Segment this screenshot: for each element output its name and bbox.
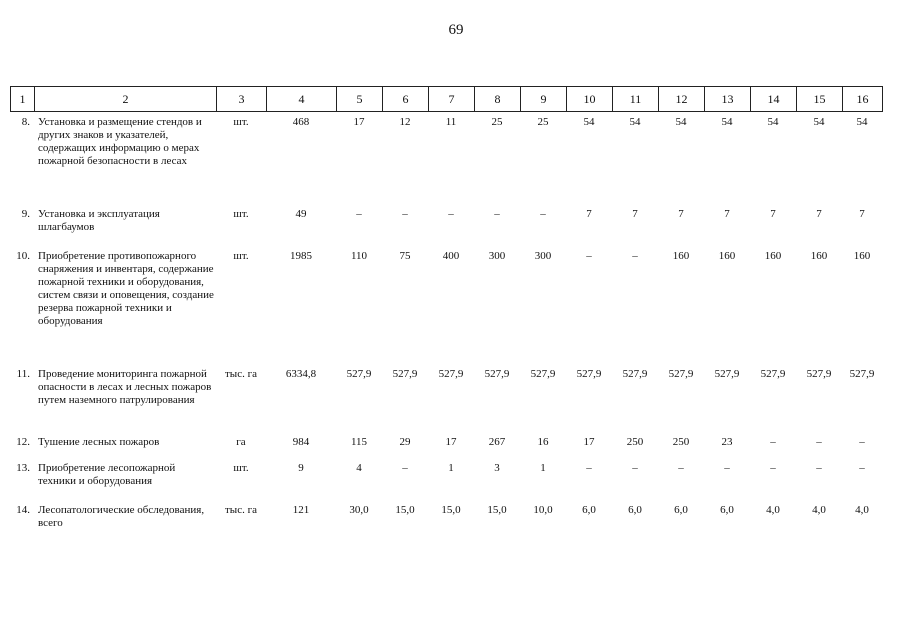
row-name: Приобретение противопожарного снаряжения и инвентаря, содержание пожарной техники и оборудования, систем связи и оповещения, создание резерва пожарной техники и оборудования — [38, 250, 214, 327]
cell-value: 110 — [350, 250, 368, 262]
row-name: Лесопатологические обследования, всего — [38, 504, 205, 529]
cell-value: 11 — [445, 116, 457, 128]
row-number: 12. — [16, 436, 30, 448]
cell-value: 15,0 — [441, 504, 461, 516]
table-row — [10, 112, 882, 204]
cell-value: 121 — [292, 504, 310, 516]
cell-value: 984 — [292, 436, 310, 448]
header-col-14: 14 — [751, 87, 797, 112]
row-unit: шт. — [233, 462, 249, 474]
cell-value: 527,9 — [438, 368, 464, 380]
cell-value: 527,9 — [760, 368, 786, 380]
row-number: 9. — [21, 208, 30, 220]
row-number: 14. — [16, 504, 30, 516]
cell-value: 54 — [675, 116, 687, 128]
cell-value: 54 — [856, 116, 868, 128]
cell-value: 7 — [678, 208, 684, 220]
table-row — [10, 246, 882, 364]
table-row — [10, 432, 882, 458]
table-row — [10, 364, 882, 432]
cell-value: – — [586, 462, 592, 474]
cell-value: 17 — [445, 436, 457, 448]
header-col-5: 5 — [337, 87, 383, 112]
cell-value: 4,0 — [766, 504, 780, 516]
cell-value: 23 — [721, 436, 733, 448]
cell-value: 25 — [537, 116, 549, 128]
row-number: 8. — [21, 116, 30, 128]
cell-value: – — [632, 462, 638, 474]
cell-value: 1 — [448, 462, 454, 474]
header-col-15: 15 — [797, 87, 843, 112]
cell-value: 527,9 — [346, 368, 372, 380]
cell-value: 527,9 — [484, 368, 510, 380]
row-unit: га — [236, 436, 246, 448]
row-name: Тушение лесных пожаров — [38, 436, 160, 448]
cell-value: – — [859, 462, 865, 474]
header-col-2: 2 — [35, 87, 217, 112]
cell-value: 527,9 — [668, 368, 694, 380]
cell-value: 527,9 — [806, 368, 832, 380]
row-name: Приобретение лесопожарной техники и оборудования — [38, 462, 176, 487]
row-name: Установка и эксплуатация шлагбаумов — [38, 208, 160, 233]
cell-value: 54 — [721, 116, 733, 128]
cell-value: 250 — [626, 436, 644, 448]
cell-value: 7 — [586, 208, 592, 220]
cell-value: 6,0 — [582, 504, 596, 516]
cell-value: 527,9 — [530, 368, 556, 380]
cell-value: 16 — [537, 436, 549, 448]
cell-value: 17 — [353, 116, 365, 128]
row-name: Проведение мониторинга пожарной опасности в лесах и лесных пожаров путем наземного патрулирования — [38, 368, 212, 406]
data-table — [10, 112, 882, 538]
table-row — [10, 204, 882, 246]
cell-value: 15,0 — [487, 504, 507, 516]
header-col-12: 12 — [659, 87, 705, 112]
cell-value: 7 — [770, 208, 776, 220]
cell-value: – — [724, 462, 730, 474]
header-col-4: 4 — [267, 87, 337, 112]
header-col-13: 13 — [705, 87, 751, 112]
cell-value: 400 — [442, 250, 460, 262]
cell-value: 1 — [540, 462, 546, 474]
cell-value: – — [586, 250, 592, 262]
cell-value: 7 — [859, 208, 865, 220]
row-unit: шт. — [233, 250, 249, 262]
header-col-9: 9 — [521, 87, 567, 112]
cell-value: – — [770, 436, 776, 448]
cell-value: 160 — [853, 250, 871, 262]
row-name: Установка и размещение стендов и других знаков и указателей, содержащих информацию о мерах пожарной безопасности в лесах — [38, 116, 202, 167]
cell-value: – — [402, 462, 408, 474]
cell-value: 25 — [491, 116, 503, 128]
cell-value: 160 — [764, 250, 782, 262]
header-col-8: 8 — [475, 87, 521, 112]
cell-value: 15,0 — [395, 504, 415, 516]
header-col-10: 10 — [567, 87, 613, 112]
cell-value: 6,0 — [628, 504, 642, 516]
cell-value: 54 — [813, 116, 825, 128]
column-number-header — [10, 86, 883, 112]
cell-value: 527,9 — [714, 368, 740, 380]
row-number: 10. — [16, 250, 30, 262]
cell-value: – — [859, 436, 865, 448]
row-unit: шт. — [233, 208, 249, 220]
cell-value: 54 — [767, 116, 779, 128]
cell-value: 160 — [718, 250, 736, 262]
cell-value: 4 — [356, 462, 362, 474]
header-col-11: 11 — [613, 87, 659, 112]
page-number: 69 — [448, 22, 464, 38]
header-col-6: 6 — [383, 87, 429, 112]
header-col-7: 7 — [429, 87, 475, 112]
cell-value: 115 — [350, 436, 368, 448]
header-col-1: 1 — [11, 87, 35, 112]
cell-value: 4,0 — [812, 504, 826, 516]
row-unit: тыс. га — [225, 504, 257, 516]
cell-value: 300 — [488, 250, 506, 262]
cell-value: 468 — [292, 116, 310, 128]
cell-value: 6334,8 — [285, 368, 317, 380]
cell-value: 4,0 — [855, 504, 869, 516]
cell-value: 7 — [724, 208, 730, 220]
cell-value: 54 — [629, 116, 641, 128]
cell-value: – — [540, 208, 546, 220]
cell-value: 527,9 — [576, 368, 602, 380]
cell-value: 3 — [494, 462, 500, 474]
cell-value: – — [494, 208, 500, 220]
cell-value: 49 — [295, 208, 307, 220]
cell-value: 160 — [672, 250, 690, 262]
row-number: 11. — [16, 368, 30, 380]
cell-value: 7 — [816, 208, 822, 220]
cell-value: 29 — [399, 436, 411, 448]
cell-value: – — [356, 208, 362, 220]
cell-value: 6,0 — [674, 504, 688, 516]
cell-value: 250 — [672, 436, 690, 448]
cell-value: 12 — [399, 116, 411, 128]
cell-value: 17 — [583, 436, 595, 448]
cell-value: 10,0 — [533, 504, 553, 516]
cell-value: 267 — [488, 436, 506, 448]
cell-value: 160 — [810, 250, 828, 262]
cell-value: 6,0 — [720, 504, 734, 516]
row-unit: тыс. га — [225, 368, 257, 380]
cell-value: – — [632, 250, 638, 262]
cell-value: – — [402, 208, 408, 220]
cell-value: 9 — [298, 462, 304, 474]
cell-value: – — [816, 436, 822, 448]
cell-value: 54 — [583, 116, 595, 128]
row-number: 13. — [16, 462, 30, 474]
cell-value: 75 — [399, 250, 411, 262]
cell-value: 300 — [534, 250, 552, 262]
cell-value: 527,9 — [622, 368, 648, 380]
cell-value: 30,0 — [349, 504, 369, 516]
table-row — [10, 500, 882, 538]
header-col-3: 3 — [217, 87, 267, 112]
cell-value: 527,9 — [392, 368, 418, 380]
cell-value: 7 — [632, 208, 638, 220]
table-row — [10, 458, 882, 500]
row-unit: шт. — [233, 116, 249, 128]
cell-value: 1985 — [290, 250, 312, 262]
cell-value: – — [770, 462, 776, 474]
cell-value: – — [816, 462, 822, 474]
cell-value: – — [448, 208, 454, 220]
cell-value: 527,9 — [849, 368, 875, 380]
header-col-16: 16 — [843, 87, 883, 112]
cell-value: – — [678, 462, 684, 474]
